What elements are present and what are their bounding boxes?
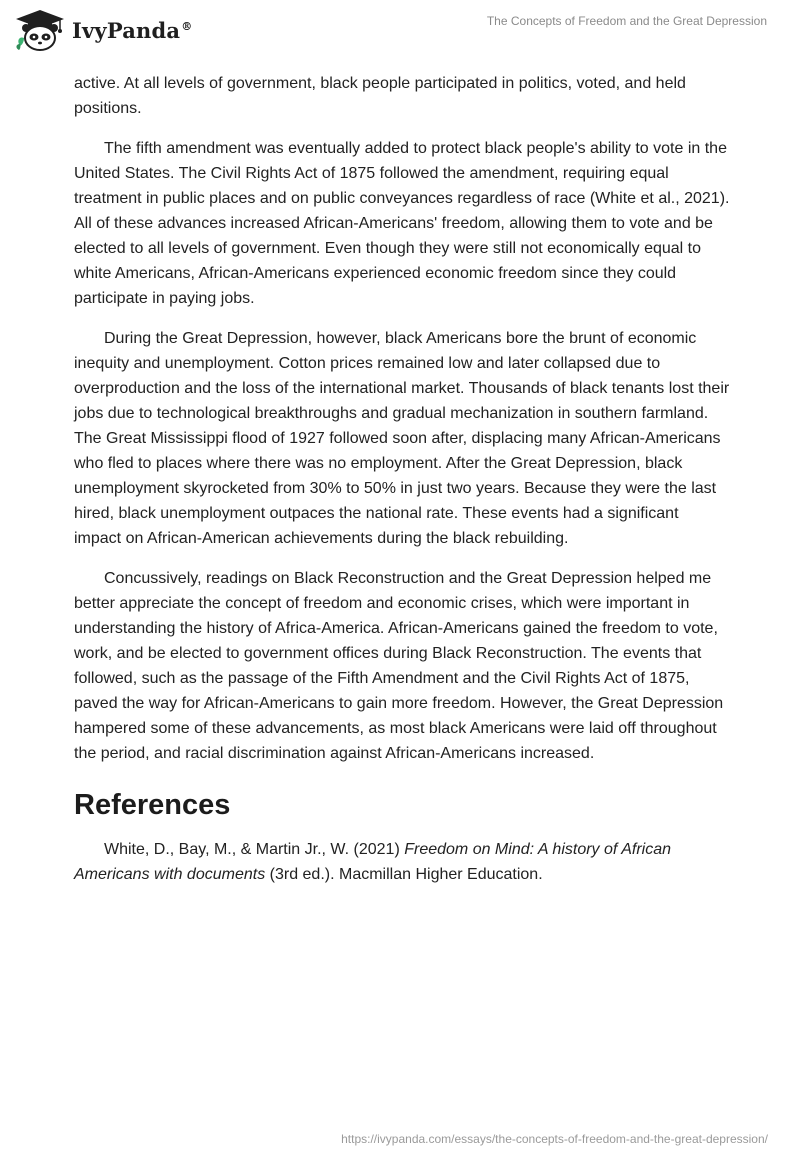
reference-details: (3rd ed.). Macmillan Higher Education. <box>265 866 543 883</box>
reference-entry <box>74 837 730 887</box>
essay-content <box>74 71 730 887</box>
ivypanda-logo[interactable] <box>14 8 192 52</box>
references-heading: References <box>74 789 231 821</box>
panda-graduate-icon <box>14 8 66 52</box>
document-title: The Concepts of Freedom and the Great Depression <box>486 14 767 28</box>
reference-authors: White, D., Bay, M., & Martin Jr., W. (2021) <box>104 841 405 858</box>
body-paragraph: The fifth amendment was eventually added to protect black people's ability to vote in the United States. The Civil Rights Act of 1875 followed the amendment, requiring equal treatment in public places and on public conveyances regardless of race (White et al., 2021). All of these advances increased African-Americans' freedom, allowing them to vote and be elected to all levels of government. Even though they were still not economically equal to white Americans, African-Americans experienced economic freedom since they could participate in paying jobs. <box>74 140 730 307</box>
body-paragraph: During the Great Depression, however, black Americans bore the brunt of economic inequity and unemployment. Cotton prices remained low and later collapsed due to overproduction and the loss of the international market. Thousands of black tenants lost their jobs due to technological breakthroughs and gradual mechanization in southern farmland. The Great Mississippi flood of 1927 followed soon after, displacing many African-Americans who fled to places where there was no employment. After the Great Depression, black unemployment skyrocketed from 30% to 50% in just two years. Because they were the last hired, black unemployment outpaces the national rate. These events had a significant impact on African-American achievements during the black rebuilding. <box>74 330 730 547</box>
reference-title: Freedom on Mind: A history of African Americans with documents <box>74 841 671 883</box>
body-paragraph: active. At all levels of government, black people participated in politics, voted, and held positions. <box>74 75 686 117</box>
registered-mark: ® <box>181 19 193 33</box>
logo-text: IvyPanda® <box>72 17 193 43</box>
page-header <box>0 0 800 60</box>
body-paragraph: Concussively, readings on Black Reconstruction and the Great Depression helped me better appreciate the concept of freedom and economic crises, which were important in understanding the history of Africa-America. African-Americans gained the freedom to vote, work, and be elected to government offices during Black Reconstruction. The events that followed, such as the passage of the Fifth Amendment and the Civil Rights Act of 1875, paved the way for African-Americans to gain more freedom. However, the Great Depression hampered some of these advancements, as most black Americans were laid off throughout the period, and racial discrimination against African-Americans increased. <box>74 570 724 762</box>
source-url-link[interactable]: https://ivypanda.com/essays/the-concepts-of-freedom-and-the-great-depression/ <box>341 1132 768 1146</box>
